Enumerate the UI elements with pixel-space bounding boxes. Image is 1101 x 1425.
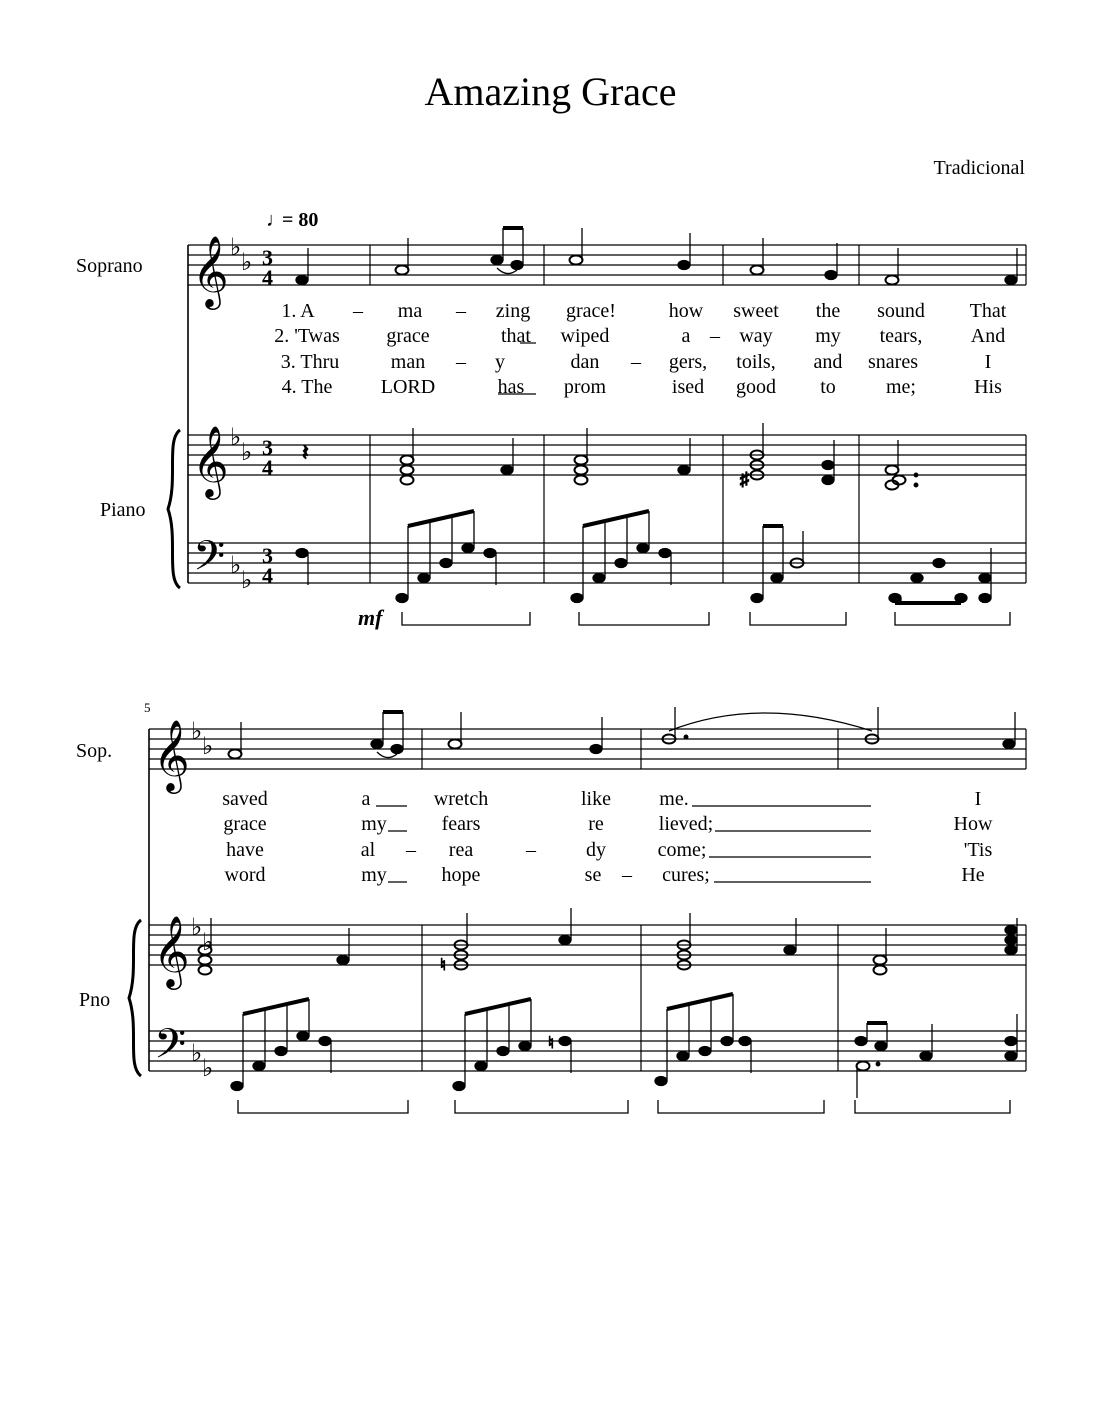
svg-text:–: – <box>622 864 632 886</box>
svg-text:has: has <box>497 376 525 398</box>
pedal-brackets-2 <box>238 1100 1010 1113</box>
svg-text:y: y <box>495 351 505 373</box>
svg-text:4. The: 4. The <box>281 376 333 398</box>
svg-text:and: and <box>813 351 843 373</box>
svg-text:I: I <box>974 788 982 810</box>
lyrics-verse-2-cont <box>223 813 993 835</box>
svg-text:re: re <box>588 813 604 835</box>
svg-text:How: How <box>953 813 993 835</box>
svg-text:♭: ♭ <box>230 553 242 579</box>
svg-text:♮: ♮ <box>440 957 446 974</box>
piano-treble-notes-1 <box>302 423 918 490</box>
svg-text:I: I <box>984 351 992 373</box>
piano-treble-staff <box>188 435 1026 475</box>
lyrics-verse-3-cont <box>226 839 992 861</box>
svg-text:4: 4 <box>262 563 273 588</box>
piano-brace-2 <box>129 920 141 1076</box>
pedal-brackets-1 <box>402 612 1010 625</box>
piano-bass-staff <box>188 543 1026 583</box>
soprano-staff <box>188 245 1026 285</box>
svg-text:♭: ♭ <box>191 1041 203 1067</box>
svg-text:–: – <box>526 839 536 861</box>
svg-text:me;: me; <box>886 376 916 398</box>
svg-text:–: – <box>631 351 641 373</box>
dynamic-marking: mf <box>358 605 383 630</box>
piano-bass-staff-2 <box>149 1031 1026 1071</box>
svg-text:3. Thru: 3. Thru <box>280 351 340 373</box>
svg-text:♭: ♭ <box>241 568 253 594</box>
barlines-system-2 <box>422 729 1026 1071</box>
svg-text:♭: ♭ <box>202 930 214 956</box>
svg-text:♭: ♭ <box>202 1056 214 1082</box>
svg-text:♩: ♩ <box>266 209 286 231</box>
svg-text:se: se <box>584 864 602 886</box>
piano-bass-notes-1 <box>296 511 991 603</box>
svg-text:my: my <box>361 813 387 835</box>
svg-text:♭: ♭ <box>241 440 253 466</box>
svg-text:ised: ised <box>671 376 705 398</box>
svg-text:rea: rea <box>448 839 474 861</box>
svg-text:a: a <box>681 325 691 347</box>
composer-credit: Tradicional <box>933 157 1025 179</box>
treble-clef-icon: 𝄞 <box>153 722 190 790</box>
svg-text:–: – <box>406 839 416 861</box>
svg-text:𝄽: 𝄽 <box>302 440 309 465</box>
lyrics-verse-2 <box>274 325 1005 347</box>
svg-text:the: the <box>815 300 841 322</box>
piano-brace <box>168 430 180 588</box>
bass-clef-icon: 𝄢 <box>154 1021 187 1077</box>
svg-text:al: al <box>360 839 376 861</box>
svg-text:toils,: toils, <box>736 351 776 373</box>
soprano-notes-1 <box>296 228 1017 285</box>
svg-text:wretch: wretch <box>433 788 489 810</box>
bass-clef-icon: 𝄢 <box>193 533 226 589</box>
svg-text:snares: snares <box>868 351 918 373</box>
svg-text:sound: sound <box>877 300 925 322</box>
svg-text:dan: dan <box>570 351 600 373</box>
instrument-label-piano-short: Pno <box>79 989 111 1011</box>
svg-text:♭: ♭ <box>230 425 242 451</box>
treble-clef-icon: 𝄞 <box>192 238 229 306</box>
system-2 <box>129 729 1026 1076</box>
svg-text:man: man <box>390 351 426 373</box>
lyrics-system-1 <box>274 300 1007 398</box>
svg-text:♭: ♭ <box>241 250 253 276</box>
svg-text:3: 3 <box>262 435 273 460</box>
svg-text:1. A: 1. A <box>281 300 315 322</box>
svg-text:His: His <box>974 376 1002 398</box>
svg-text:♭: ♭ <box>230 235 242 261</box>
svg-text:♭: ♭ <box>202 734 214 760</box>
svg-text:–: – <box>710 325 720 347</box>
svg-text:And: And <box>970 325 1006 347</box>
svg-text:my: my <box>815 325 841 347</box>
svg-text:–: – <box>456 300 466 322</box>
svg-text:♭: ♭ <box>191 915 203 941</box>
svg-text:lieved;: lieved; <box>658 813 714 835</box>
barlines-system-1 <box>370 245 1026 583</box>
score-title: Amazing Grace <box>424 69 677 114</box>
svg-text:cures;: cures; <box>662 864 710 886</box>
lyrics-verse-4 <box>282 376 1002 398</box>
svg-text:'Tis: 'Tis <box>963 839 993 861</box>
lyrics-verse-4-cont <box>224 864 984 886</box>
soprano-staff-2 <box>149 729 1026 769</box>
svg-text:to: to <box>820 376 836 398</box>
lyrics-verse-1-cont <box>222 788 981 810</box>
svg-text:LORD: LORD <box>380 376 436 398</box>
svg-text:hope: hope <box>441 864 481 886</box>
piano-bass-notes-2 <box>231 994 1017 1098</box>
svg-text:–: – <box>353 300 363 322</box>
treble-clef-icon: 𝄞 <box>192 428 229 496</box>
svg-text:–: – <box>456 351 466 373</box>
svg-text:like: like <box>581 788 611 810</box>
instrument-label-piano: Piano <box>100 499 146 521</box>
svg-text:= 80: = 80 <box>282 209 319 231</box>
instrument-label-soprano-short: Sop. <box>76 740 113 762</box>
svg-text:fears: fears <box>441 813 481 835</box>
svg-text:come;: come; <box>657 839 707 861</box>
svg-text:♭: ♭ <box>191 719 203 745</box>
svg-text:grace: grace <box>386 325 430 347</box>
piano-treble-notes-2 <box>199 908 1018 975</box>
treble-clef-icon: 𝄞 <box>153 918 190 986</box>
system-1 <box>168 245 1026 588</box>
svg-text:way: way <box>739 325 773 347</box>
soprano-notes-2 <box>229 707 1016 759</box>
instrument-label-soprano: Soprano <box>76 255 143 277</box>
svg-text:prom: prom <box>563 376 607 398</box>
svg-text:gers,: gers, <box>668 351 708 373</box>
svg-text:tears,: tears, <box>879 325 923 347</box>
svg-text:have: have <box>226 839 264 861</box>
svg-text:4: 4 <box>262 265 273 290</box>
svg-text:zing: zing <box>495 300 531 322</box>
svg-text:wiped: wiped <box>560 325 610 347</box>
svg-text:my: my <box>361 864 387 886</box>
tempo-marking <box>266 209 318 231</box>
svg-text:ma: ma <box>397 300 423 322</box>
svg-text:grace!: grace! <box>566 300 616 322</box>
svg-text:word: word <box>224 864 266 886</box>
svg-text:2. 'Twas: 2. 'Twas <box>274 325 340 347</box>
svg-text:dy: dy <box>586 839 606 861</box>
svg-text:♯: ♯ <box>740 469 749 489</box>
key-signature-2 <box>191 719 213 1082</box>
key-signature <box>230 235 252 594</box>
svg-text:a: a <box>361 788 371 810</box>
svg-text:sweet: sweet <box>733 300 779 322</box>
time-signature <box>262 245 273 588</box>
svg-text:3: 3 <box>262 245 273 270</box>
measure-number: 5 <box>144 700 151 715</box>
svg-text:that: that <box>501 325 531 347</box>
svg-text:how: how <box>668 300 704 322</box>
lyrics-system-2 <box>222 788 993 886</box>
svg-text:4: 4 <box>262 455 273 480</box>
svg-text:That: That <box>969 300 1007 322</box>
svg-text:me.: me. <box>659 788 689 810</box>
svg-text:good: good <box>736 376 776 398</box>
svg-text:grace: grace <box>223 813 267 835</box>
lyrics-verse-1 <box>281 300 1006 322</box>
svg-text:♮: ♮ <box>548 1035 554 1052</box>
svg-text:He: He <box>961 864 985 886</box>
lyrics-verse-3 <box>281 351 992 373</box>
svg-text:saved: saved <box>222 788 268 810</box>
svg-text:3: 3 <box>262 543 273 568</box>
piano-treble-staff-2 <box>149 925 1026 965</box>
